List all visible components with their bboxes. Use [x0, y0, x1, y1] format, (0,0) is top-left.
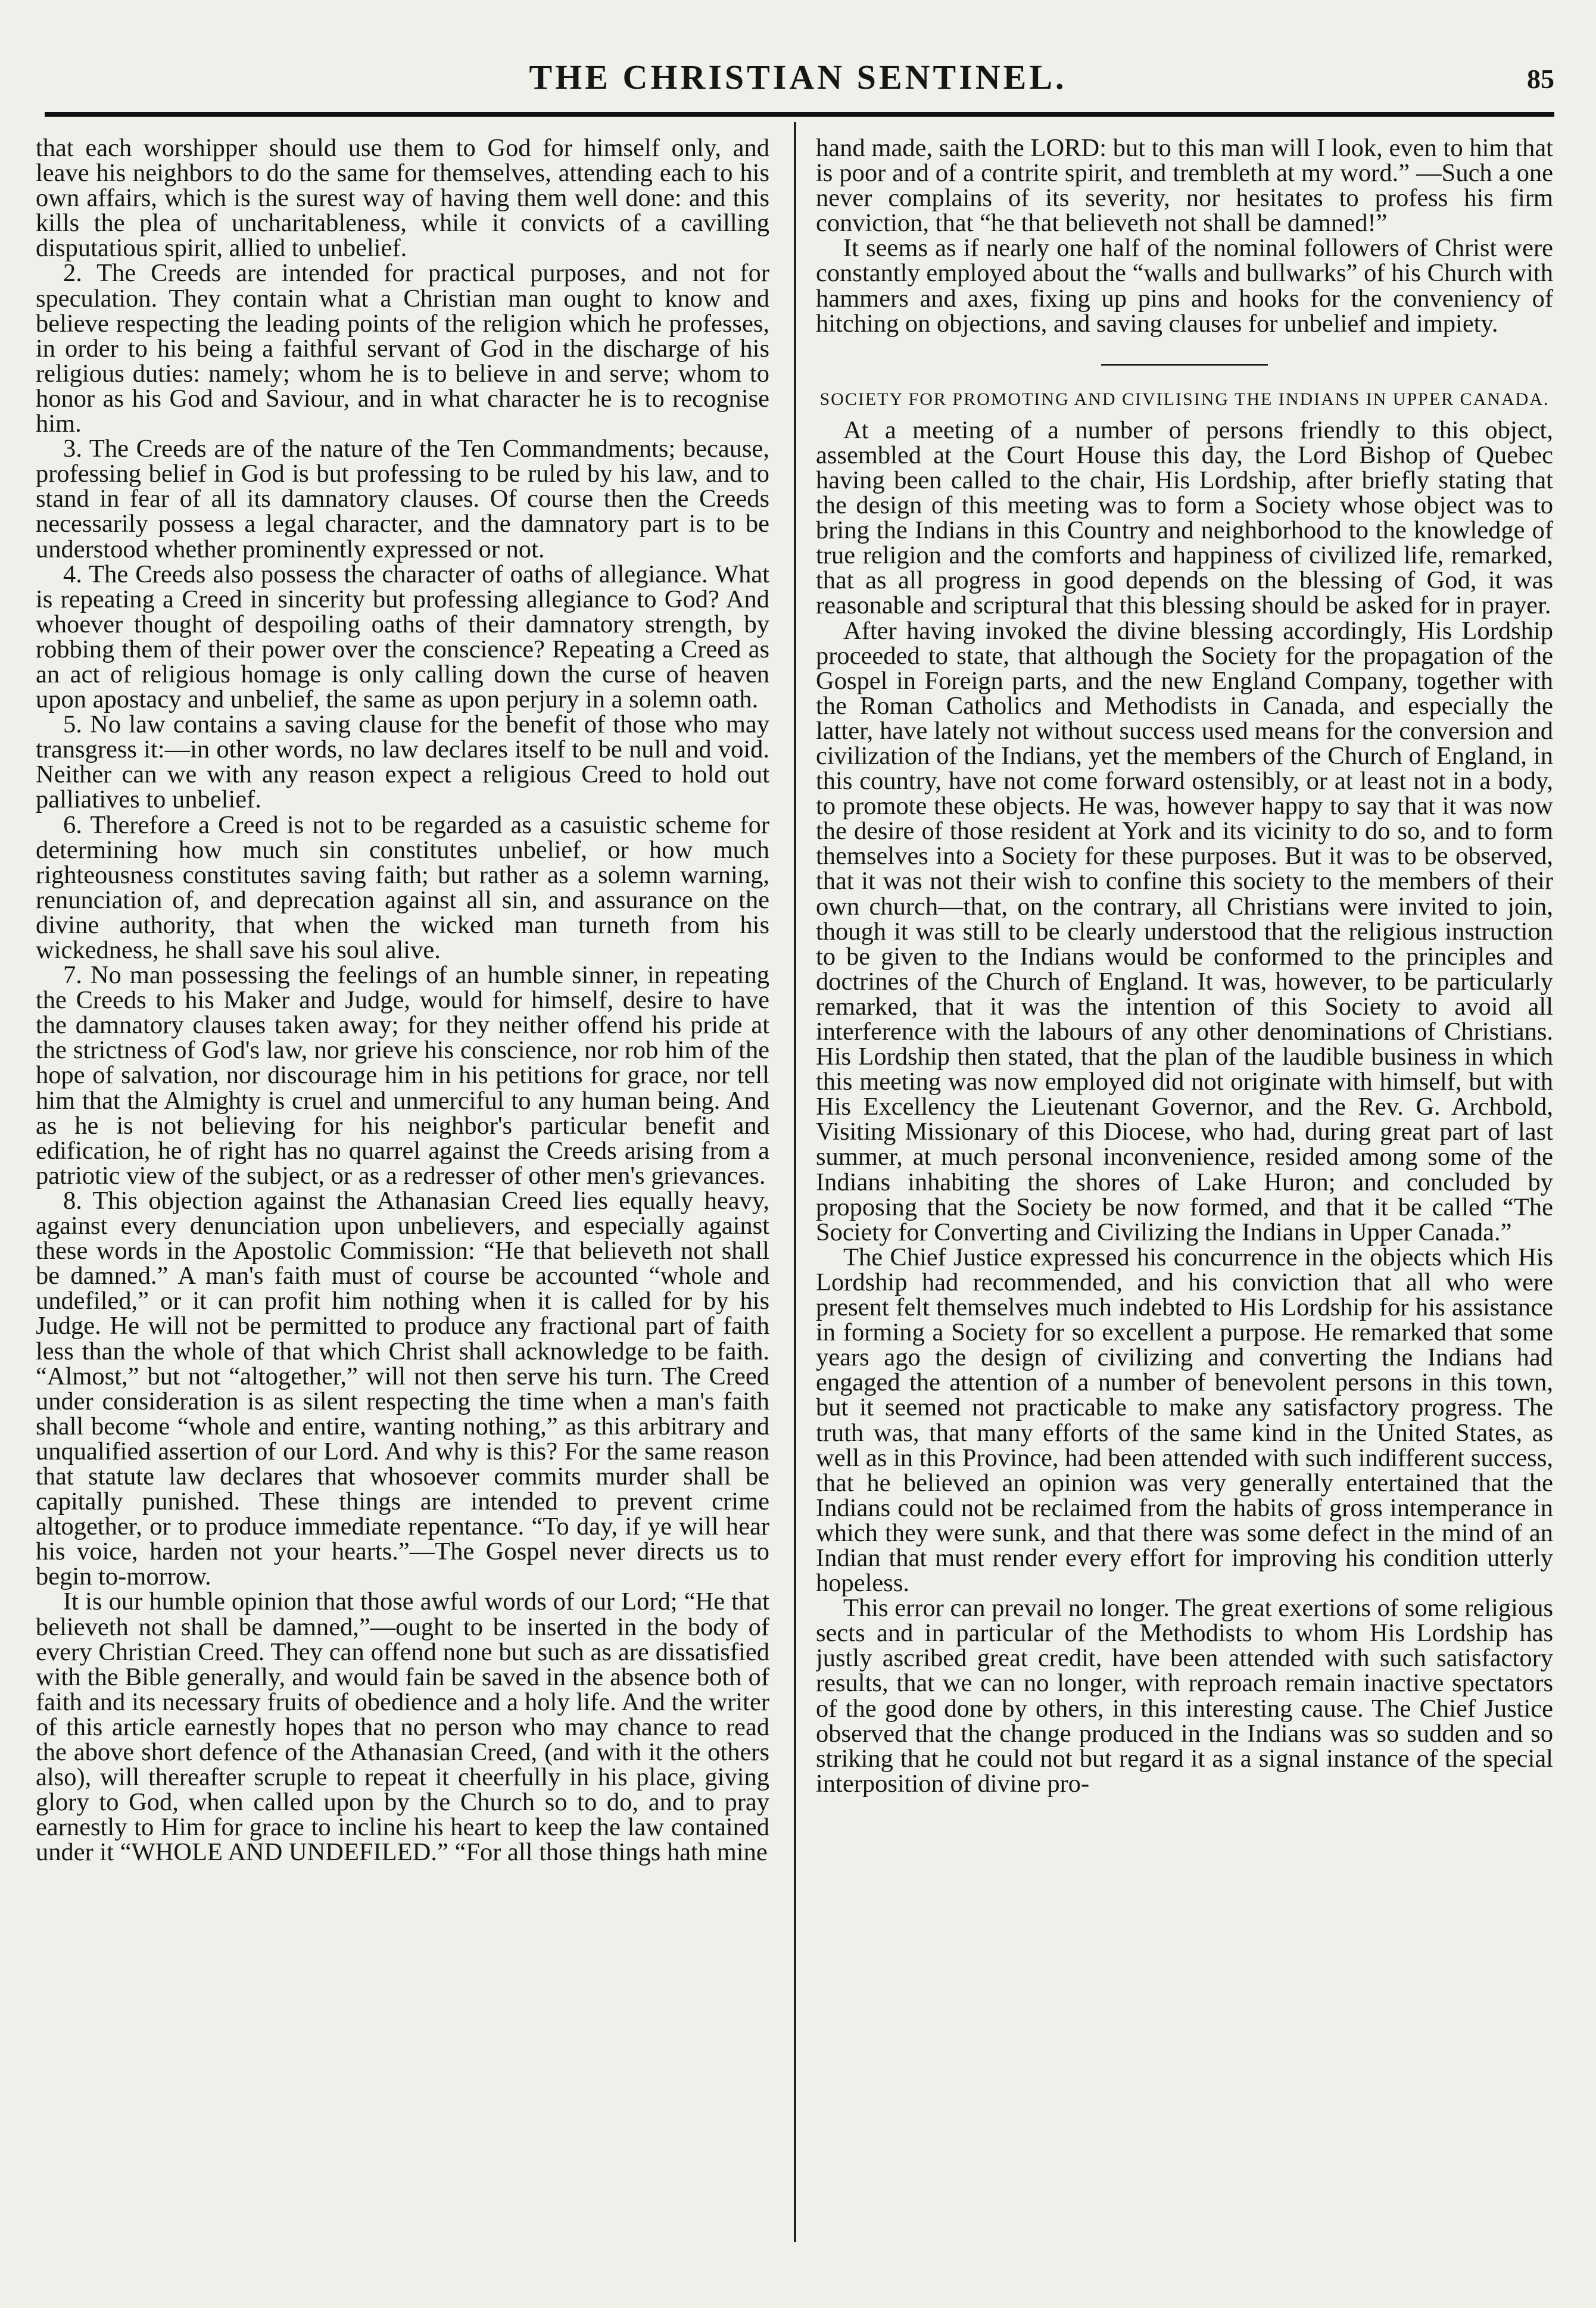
section-paragraph: The Chief Justice expressed his concurrence in the objects which His Lordship had recommended, and his conviction that all who were present felt themselves much indebted to His Lordship for his assistance in forming a Society for so excellent a purpose. He remarked that some years ago the design of civilizing and converting the Indians had engaged the attention of a number of benevolent persons in this town, but it seemed not practicable to make any satisfactory progress. The truth was, that many efforts of the same kind in the United States, as well as in this Province, had been attended with such indifferent success, that he believed an opinion was very generally entertained that the Indians could not be reclaimed from the habits of gross intemperance in which they were sunk, and that there was some defect in the mind of an Indian that must render every effort for improving his condition utterly hopeless.	[816, 1243, 1553, 1598]
section-paragraph: At a meeting of a number of persons friendly to this object, assembled at the Court House this day, the Lord Bishop of Quebec having been called to the chair, His Lordship, after briefly stating that the design of this meeting was to form a Society whose object was to bring the Indians in this Country and neighborhood to the knowledge of true religion and the comforts and happiness of civilized life, remarked, that as all progress in good depends on the blessing of God, it was reasonable and scriptural that this blessing should be asked for in prayer.	[816, 416, 1553, 620]
section-divider-rule	[1101, 364, 1268, 366]
column-divider	[794, 122, 796, 2242]
section-heading: SOCIETY FOR PROMOTING AND CIVILISING THE INDIANS IN UPPER CANADA.	[819, 389, 1550, 409]
left-paragraph: It is our humble opinion that those awful words of our Lord; “He that believeth not shall be damned,”—ought to be inserted in the body of every Christian Creed. They can offend none but such as are dissatisfied with the Bible generally, and would fain be saved in the absence both of faith and its necessary fruits of obedience and a holy life. And the writer of this article earnestly hopes that no person who may chance to read the above short defence of the Athanasian Creed, (and with it the others also), will thereafter scruple to repeat it cheerfully in his place, giving glory to God, when called upon by the Church so to do, and to pray earnestly to Him for grace to incline his heart to keep the law contained under it “WHOLE AND UNDEFILED.” “For all those things hath mine	[36, 1587, 769, 1867]
left-paragraph: 8. This objection against the Athanasian Creed lies equally heavy, against every denunciation upon unbelievers, and especially against these words in the Apostolic Commission: “He that believeth not shall be damned.” A man's faith must of course be accounted “whole and undefiled,” or it can profit him nothing when it is called for by his Judge. He will not be permitted to produce any fractional part of faith less than the whole of that which Christ shall acknowledge to be faith. “Almost,” but not “altogether,” will not then serve his turn. The Creed under consideration is as silent respecting the time when a man's faith shall become “whole and entire, wanting nothing,” as this arbitrary and unqualified assertion of our Lord. And why is this? For the same reason that statute law declares that whosoever commits murder shall be capitally punished. These things are intended to prevent crime altogether, or to produce immediate repentance. “To day, if ye will hear his voice, harden not your hearts.”—The Gospel never directs us to begin to-morrow.	[36, 1186, 769, 1591]
section-paragraph: After having invoked the divine blessing accordingly, His Lordship proceeded to state, that although the Society for the propagation of the Gospel in Foreign parts, and the new England Company, together with the Roman Catholics and Methodists in Canada, and especially the latter, have lately not without success used means for the conversion and civilization of the Indians, yet the members of the Church of England, in this country, have not come forward ostensibly, or at least not in a body, to promote these objects. He was, however happy to say that it was now the desire of those resident at York and its vicinity to do so, and to form themselves into a Society for these purposes. But it was to be observed, that it was not their wish to confine this society to the members of their own church—that, on the contrary, all Christians were invited to join, though it was still to be clearly understood that the religious instruction to be given to the Indians would be conformed to the principles and doctrines of the Church of England. It was, however, to be particularly remarked, that it was the intention of this Society to avoid all interference with the labours of any other denominations of Christians. His Lordship then stated, that the plan of the laudible business in which this meeting was now employed did not originate with himself, but with His Excellency the Lieutenant Governor, and the Rev. G. Archbold, Visiting Missionary of this Diocese, who had, during great part of last summer, at much personal inconvenience, resided among some of the Indians inhabiting the shores of Lake Huron; and concluded by proposing that the Society be now formed, and that it be called “The Society for Converting and Civilizing the Indians in Upper Canada.”	[816, 616, 1553, 1246]
header-rule	[45, 112, 1554, 117]
page-number: 85	[1527, 64, 1554, 94]
left-paragraph: 3. The Creeds are of the nature of the Ten Commandments; because, professing belief in God is but professing to be ruled by his law, and to stand in fear of all its damnatory clauses. Of course then the Creeds necessarily possess a legal character, and the damnatory part is to be understood whether prominently expressed or not.	[36, 435, 769, 563]
right-paragraph: hand made, saith the LORD: but to this man will I look, even to him that is poor and of a contrite spirit, and trembleth at my word.” —Such a one never complains of its severity, nor hesitates to profess his firm conviction, that “he that believeth not shall be damned!”	[816, 136, 1553, 238]
right-column	[816, 136, 1553, 2256]
page-header	[42, 55, 1554, 102]
left-paragraph: that each worshipper should use them to God for himself only, and leave his neighbors to do the same for themselves, attending each to his own affairs, which is the surest way of having them well done: and this kills the plea of uncharitableness, while it convicts of a cavilling disputatious spirit, allied to unbelief.	[36, 136, 769, 263]
right-paragraph: It seems as if nearly one half of the nominal followers of Christ were constantly employed about the “walls and bullwarks” of his Church with hammers and axes, fixing up pins and hooks for the conveniency of hitching on objections, and saving clauses for unbelief and impiety.	[816, 234, 1553, 338]
left-paragraph: 7. No man possessing the feelings of an humble sinner, in repeating the Creeds to his Maker and Judge, would for himself, desire to have the damnatory clauses taken away; for they neither offend his pride at the strictness of God's law, nor grieve his conscience, nor rob him of the hope of salvation, nor discourage him in his petitions for grace, nor tell him that the Almighty is cruel and unmerciful to any human being. And as he is not believing for his neighbor's particular benefit and edification, he of right has no quarrel against the Creeds arising from a patriotic view of the subject, or as a redresser of other men's grievances.	[36, 961, 769, 1190]
left-column	[36, 136, 769, 2256]
left-paragraph: 6. Therefore a Creed is not to be regarded as a casuistic scheme for determining how much sin constitutes unbelief, or how much righteousness constitutes saving faith; but rather as a solemn warning, renunciation of, and deprecation against all sin, and assurance on the divine authority, that when the wicked man turneth from his wickedness, he shall save his soul alive.	[36, 810, 769, 964]
left-paragraph: 2. The Creeds are intended for practical purposes, and not for speculation. They contain what a Christian man ought to know and believe respecting the leading points of the religion which he professes, in order to his being a faithful servant of God in the discharge of his religious duties: namely; whom he is to believe in and serve; whom to honor as his God and Saviour, and in what character he is to recognise him.	[36, 259, 769, 438]
left-paragraph: 5. No law contains a saving clause for the benefit of those who may transgress it:—in other words, no law declares itself to be null and void. Neither can we with any reason expect a religious Creed to hold out palliatives to unbelief.	[36, 710, 769, 814]
left-paragraph: 4. The Creeds also possess the character of oaths of allegiance. What is repeating a Creed in sincerity but professing allegiance to God? And whoever thought of despoiling oaths of their damnatory strength, by robbing them of their power over the conscience? Repeating a Creed as an act of religious homage is only calling down the curse of heaven upon apostacy and unbelief, the same as upon perjury in a solemn oath.	[36, 560, 769, 714]
section-paragraph: This error can prevail no longer. The great exertions of some religious sects and in particular of the Methodists to whom His Lordship has justly ascribed great credit, have been attended with such satisfactory results, that we can no longer, with reproach remain inactive spectators of the good done by others, in this interesting cause. The Chief Justice observed that the change produced in the Indians was so sudden and so striking that he could not but regard it as a signal instance of the special interposition of divine pro-	[816, 1594, 1553, 1798]
running-title: THE CHRISTIAN SENTINEL.	[529, 58, 1067, 96]
